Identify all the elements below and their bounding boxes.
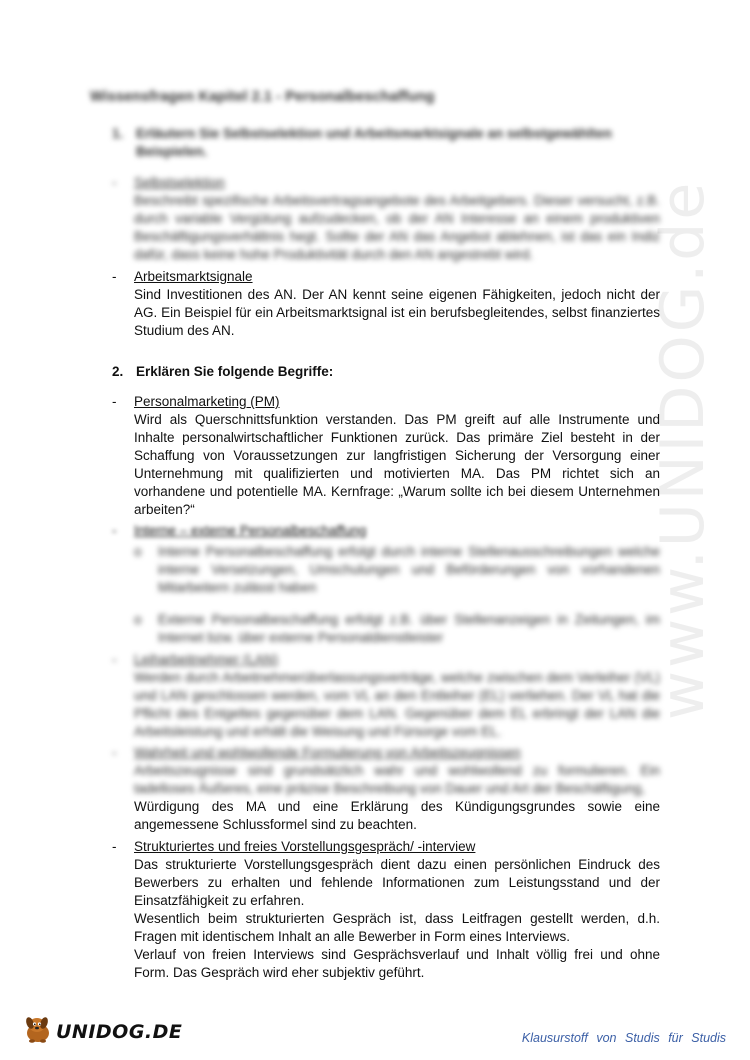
bullet: o bbox=[134, 544, 142, 559]
item-body-blurred: Arbeitszeugnisse sind grundsätzlich wahr und wohlwollend zu formulieren. Ein tadelloses Äußeres, eine präzise Beschreibung von Dauer und Art der Beschäftigung, bbox=[134, 763, 660, 796]
sub-item-intern bbox=[134, 543, 660, 597]
item-dash: - bbox=[112, 839, 117, 854]
watermark: www.UNIDOG.de bbox=[648, 179, 718, 720]
item-dash: - bbox=[112, 269, 117, 284]
item-body: Würdigung des MA und eine Erklärung des Kündigungsgrundes sowie eine angemessene Schlussformel sind zu beachten. bbox=[134, 799, 660, 832]
question-1 bbox=[112, 125, 657, 161]
item-dash: - bbox=[112, 745, 117, 760]
bullet: o bbox=[134, 612, 142, 627]
item-arbeitszeugnisse bbox=[112, 744, 660, 834]
item-selbstselektion bbox=[112, 174, 660, 264]
item-leiharbeitnehmer bbox=[112, 651, 660, 741]
item-paragraph: Wesentlich beim strukturierten Gespräch ist, dass Leitfragen gestellt werden, d.h. Fragen mit identischem Inhalt an alle Bewerber in Form eines Interviews. bbox=[134, 911, 660, 944]
question-1-number: 1. bbox=[112, 126, 124, 141]
sub-item-extern bbox=[134, 611, 660, 647]
item-dash: - bbox=[112, 175, 117, 190]
sub-item-text: Interne Personalbeschaffung erfolgt durch interne Stellenausschreibungen welche interne Versetzungen, Umschulungen und Beförderungen von vorhandenen Mitarbeitern zulässt haben bbox=[158, 544, 660, 595]
question-2 bbox=[112, 363, 657, 381]
item-heading: Wahrheit und wohlwollende Formulierung von Arbeitszeugnissen bbox=[134, 745, 521, 760]
item-vorstellungsgespraech bbox=[112, 838, 660, 982]
item-body: Sind Investitionen des AN. Der AN kennt seine eigenen Fähigkeiten, jedoch nicht der AG. Ein Beispiel für ein Arbeitsmarktsignal ist ein berufsbegleitendes, selbst finanziertes Studium des AN. bbox=[134, 287, 660, 338]
item-body: Wird als Querschnittsfunktion verstanden. Das PM greift auf alle Instrumente und Inhalte personalwirtschaftlicher Funktionen zurück. Das primäre Ziel besteht in der Schaffung von Voraussetzungen zur langfristigen Sicherung der Versorgung einer Unternehmung mit qualifizierten und motivierten MA. Das PM richtet sich an vorhandene und potentielle MA. Kernfrage: „Warum sollte ich bei diesem Unternehmen arbeiten?“ bbox=[134, 412, 660, 517]
item-body: Beschreibt spezifische Arbeitsvertragsangebote des Arbeitgebers. Dieser versucht, z.B. durch variable Vergütung aufzudecken, ob der AN Interesse an einem produktiven Beschäftigungsverhältnis hegt. Sollte der AN das Angebot ablehnen, ist das ein Indiz dafür, dass keine hohe Produktivität durch den AN angestrebt wird. bbox=[134, 193, 660, 262]
question-1-text: Erläutern Sie Selbstselektion und Arbeitsmarktsignale an selbstgewählten Beispielen. bbox=[136, 126, 612, 159]
question-2-number: 2. bbox=[112, 364, 124, 379]
item-dash: - bbox=[112, 523, 117, 538]
item-heading: Arbeitsmarktsignale bbox=[134, 269, 253, 284]
item-body: Werden durch Arbeitnehmerüberlassungsverträge, welche zwischen dem Verleiher (VL) und LAN geschlossen werden, vom VL an den Entleiher (EL) verliehen. Der VL hat die Pflicht des Entgeltes gegenüber dem LAN. Gegenüber dem EL erbringt der LAN die Arbeitsleistung und erhält die Weisung und Fürsorge vom EL. bbox=[134, 670, 660, 739]
footer-slogan: Klausurstoff von Studis für Studis bbox=[521, 1031, 726, 1045]
page-title: Wissensfragen Kapitel 2.1 - Personalbeschaffung bbox=[90, 89, 435, 105]
item-heading: Selbstselektion bbox=[134, 175, 225, 190]
item-arbeitsmarktsignale bbox=[112, 268, 660, 340]
item-heading: Leiharbeitnehmer (LAN) bbox=[134, 652, 279, 667]
question-2-text: Erklären Sie folgende Begriffe: bbox=[136, 364, 334, 379]
logo-text: UNIDOG.DE bbox=[56, 1020, 183, 1043]
sub-item-text: Externe Personalbeschaffung erfolgt z.B. über Stellenanzeigen in Zeitungen, im Internet bzw. über externe Personaldienstleister bbox=[158, 612, 660, 645]
item-personalbeschaffung bbox=[112, 522, 660, 647]
item-heading: Interne – externe Personalbeschaffung bbox=[134, 523, 367, 538]
item-heading: Personalmarketing (PM) bbox=[134, 394, 280, 409]
unidog-logo bbox=[22, 1014, 182, 1049]
item-dash: - bbox=[112, 652, 117, 667]
item-personalmarketing bbox=[112, 393, 660, 519]
item-heading: Strukturiertes und freies Vorstellungsgespräch/ -interview bbox=[134, 839, 476, 854]
dog-icon bbox=[22, 1014, 54, 1049]
item-paragraph: Das strukturierte Vorstellungsgespräch dient dazu einen persönlichen Eindruck des Bewerbers zu erhalten und fehlende Informationen zum Leistungsstand und der Einsatzfähigkeit zu erfahren. bbox=[134, 857, 660, 908]
item-dash: - bbox=[112, 394, 117, 409]
item-paragraph: Verlauf von freien Interviews sind Gesprächsverlauf und Inhalt völlig frei und ohne Form. Das Gespräch wird eher subjektiv geführt. bbox=[134, 947, 660, 980]
